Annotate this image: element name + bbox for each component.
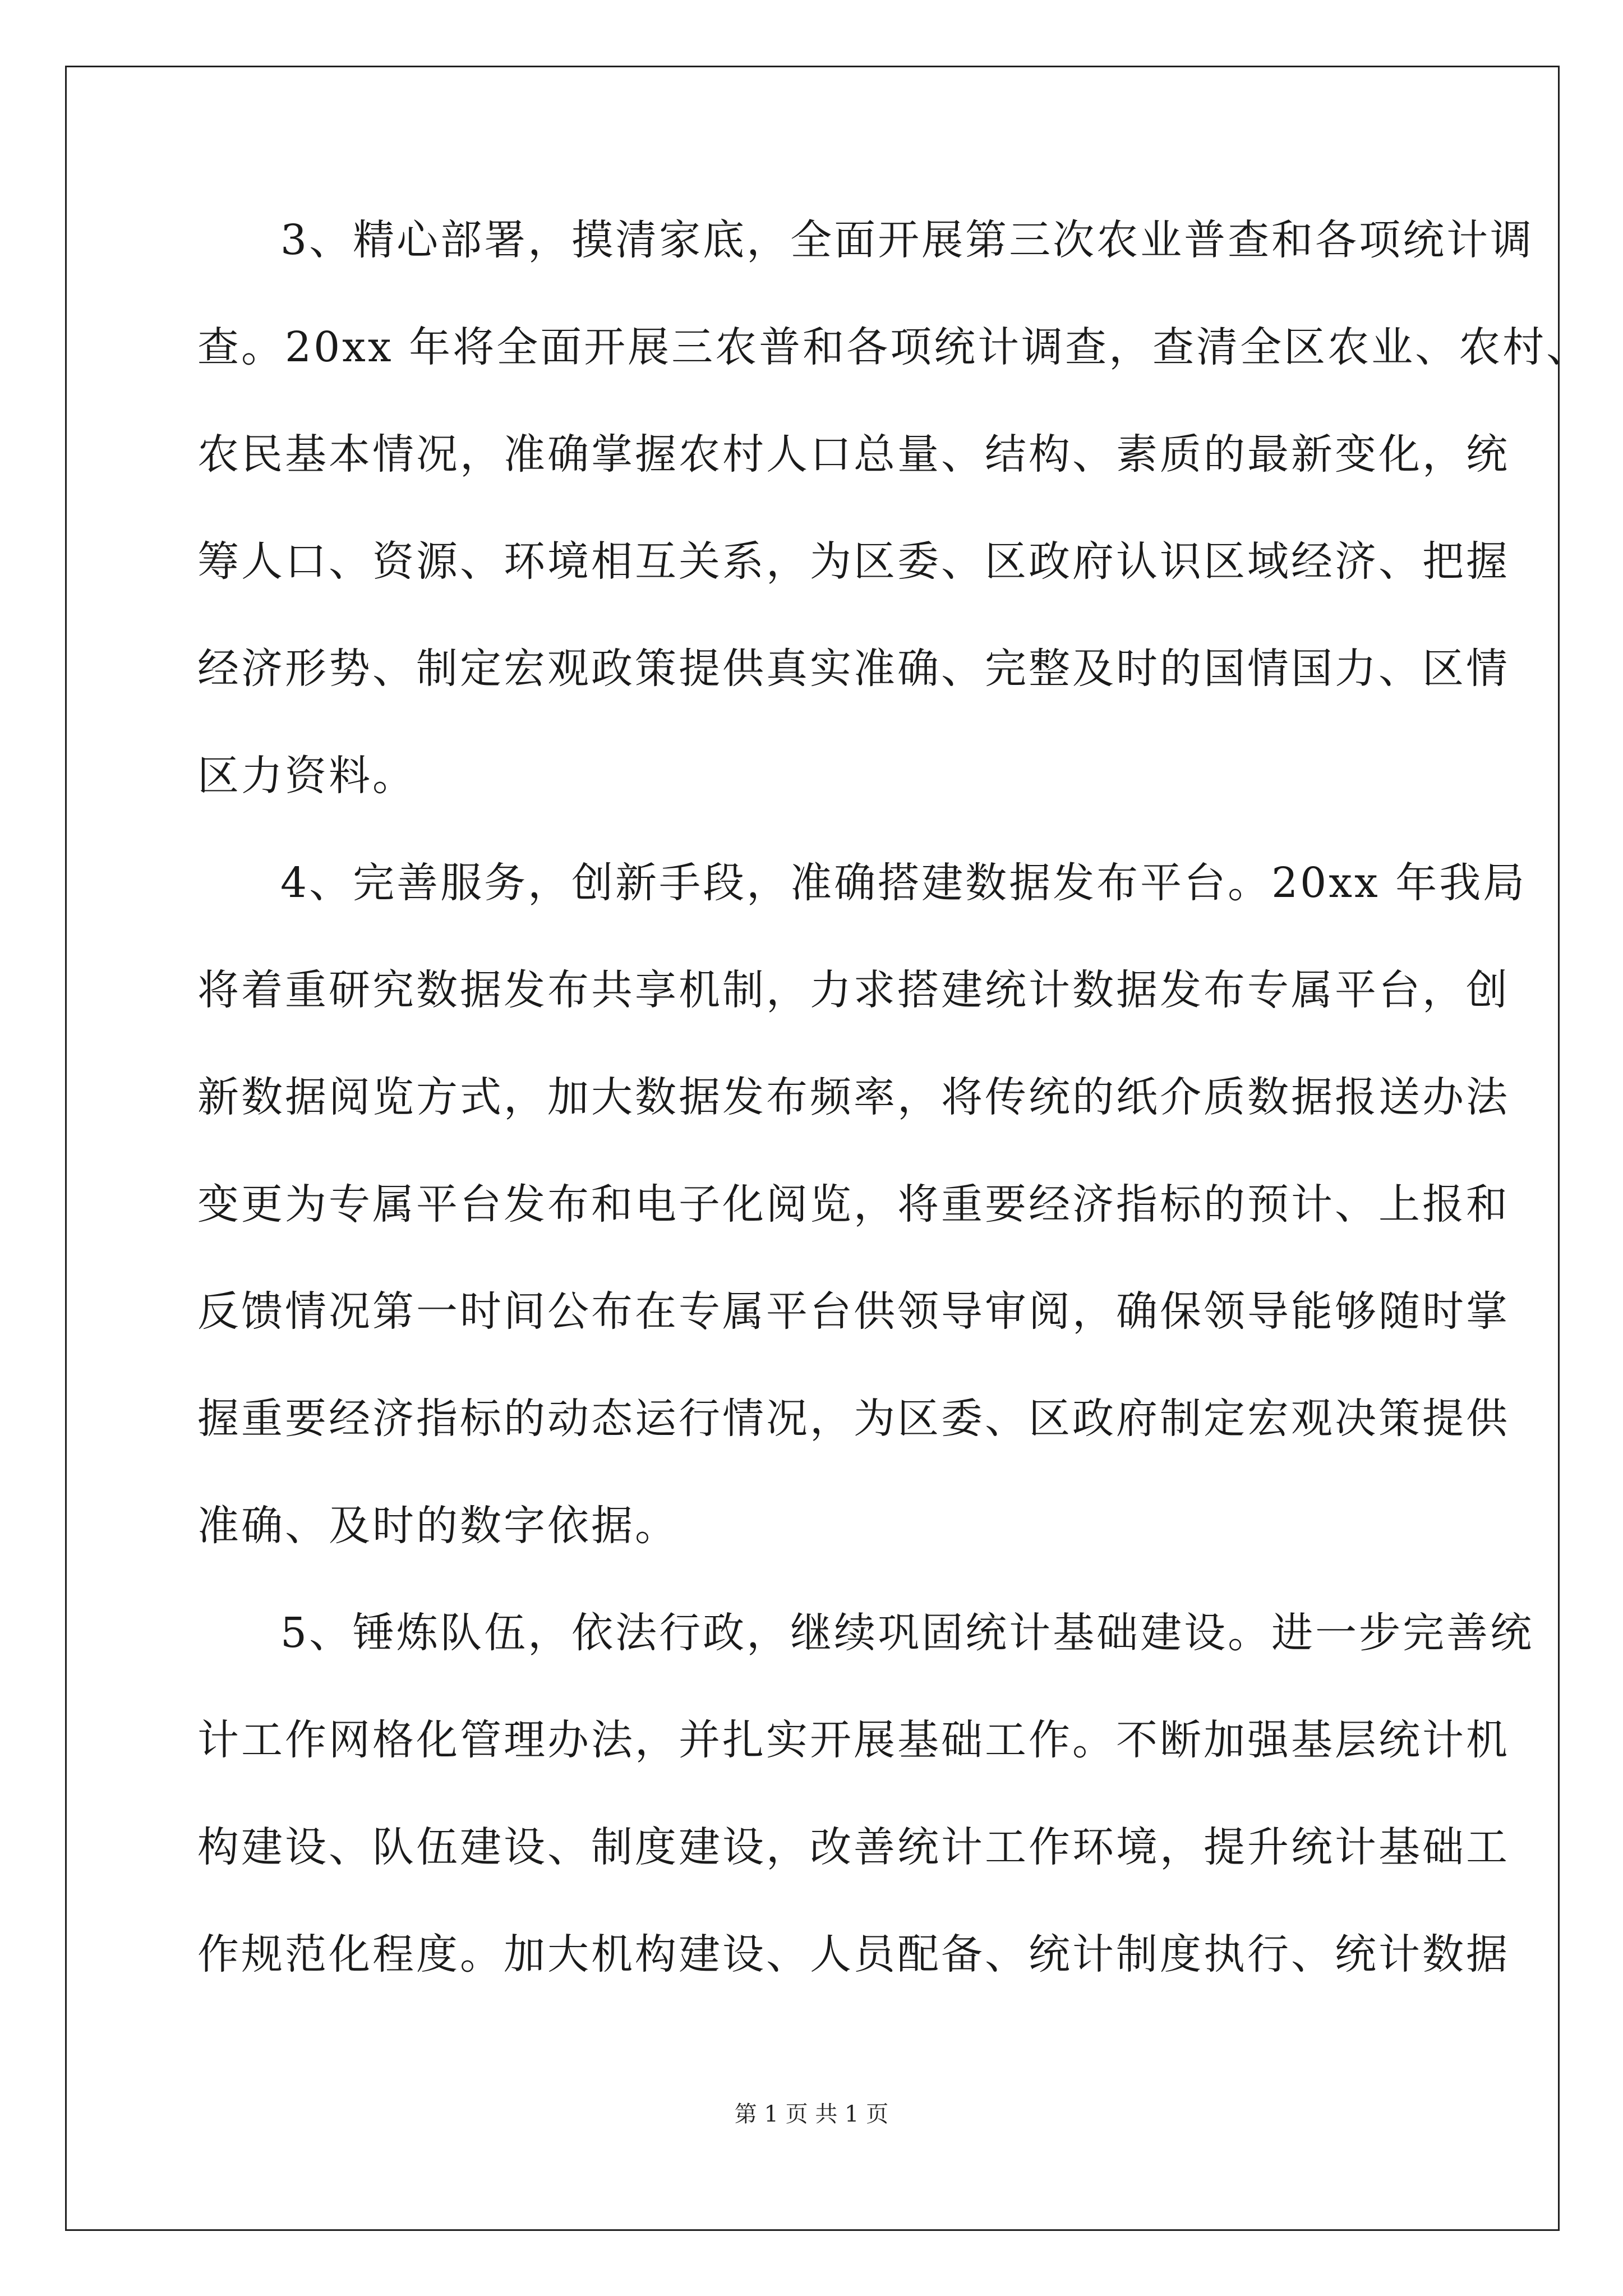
text-line: 反馈情况第一时间公布在专属平台供领导审阅，确保领导能够随时掌: [197, 1287, 1510, 1336]
text-line: 经济形势、制定宏观政策提供真实准确、完整及时的国情国力、区情: [197, 645, 1510, 693]
text-line: 准确、及时的数字依据。: [197, 1502, 679, 1550]
text-line: 区力资料。: [197, 752, 416, 800]
document-body: [197, 213, 1590, 2035]
text-line: 新数据阅览方式，加大数据发布频率，将传统的纸介质数据报送办法: [197, 1073, 1510, 1121]
text-line: 构建设、队伍建设、制度建设，改善统计工作环境，提升统计基础工: [197, 1823, 1510, 1871]
text-line: 农民基本情况，准确掌握农村人口总量、结构、素质的最新变化，统: [197, 430, 1510, 478]
text-line: 变更为专属平台发布和电子化阅览，将重要经济指标的预计、上报和: [197, 1180, 1510, 1228]
text-line: 作规范化程度。加大机构建设、人员配备、统计制度执行、统计数据: [197, 1930, 1510, 1978]
text-line: 5、锤炼队伍，依法行政，继续巩固统计基础建设。进一步完善统: [280, 1609, 1534, 1657]
text-line: 3、精心部署，摸清家底，全面开展第三次农业普查和各项统计调: [280, 216, 1534, 264]
text-line: 计工作网格化管理办法，并扎实开展基础工作。不断加强基层统计机: [197, 1716, 1510, 1764]
text-line: 筹人口、资源、环境相互关系，为区委、区政府认识区域经济、把握: [197, 537, 1510, 586]
text-line: 将着重研究数据发布共享机制，力求搭建统计数据发布专属平台，创: [197, 966, 1510, 1014]
page-number-footer: 第 1 页 共 1 页: [734, 2101, 889, 2127]
text-line: 4、完善服务，创新手段，准确搭建数据发布平台。20xx 年我局: [280, 859, 1527, 907]
text-line: 查。20xx 年将全面开展三农普和各项统计调查，查清全区农业、农村、: [197, 323, 1590, 371]
text-line: 握重要经济指标的动态运行情况，为区委、区政府制定宏观决策提供: [197, 1395, 1510, 1443]
